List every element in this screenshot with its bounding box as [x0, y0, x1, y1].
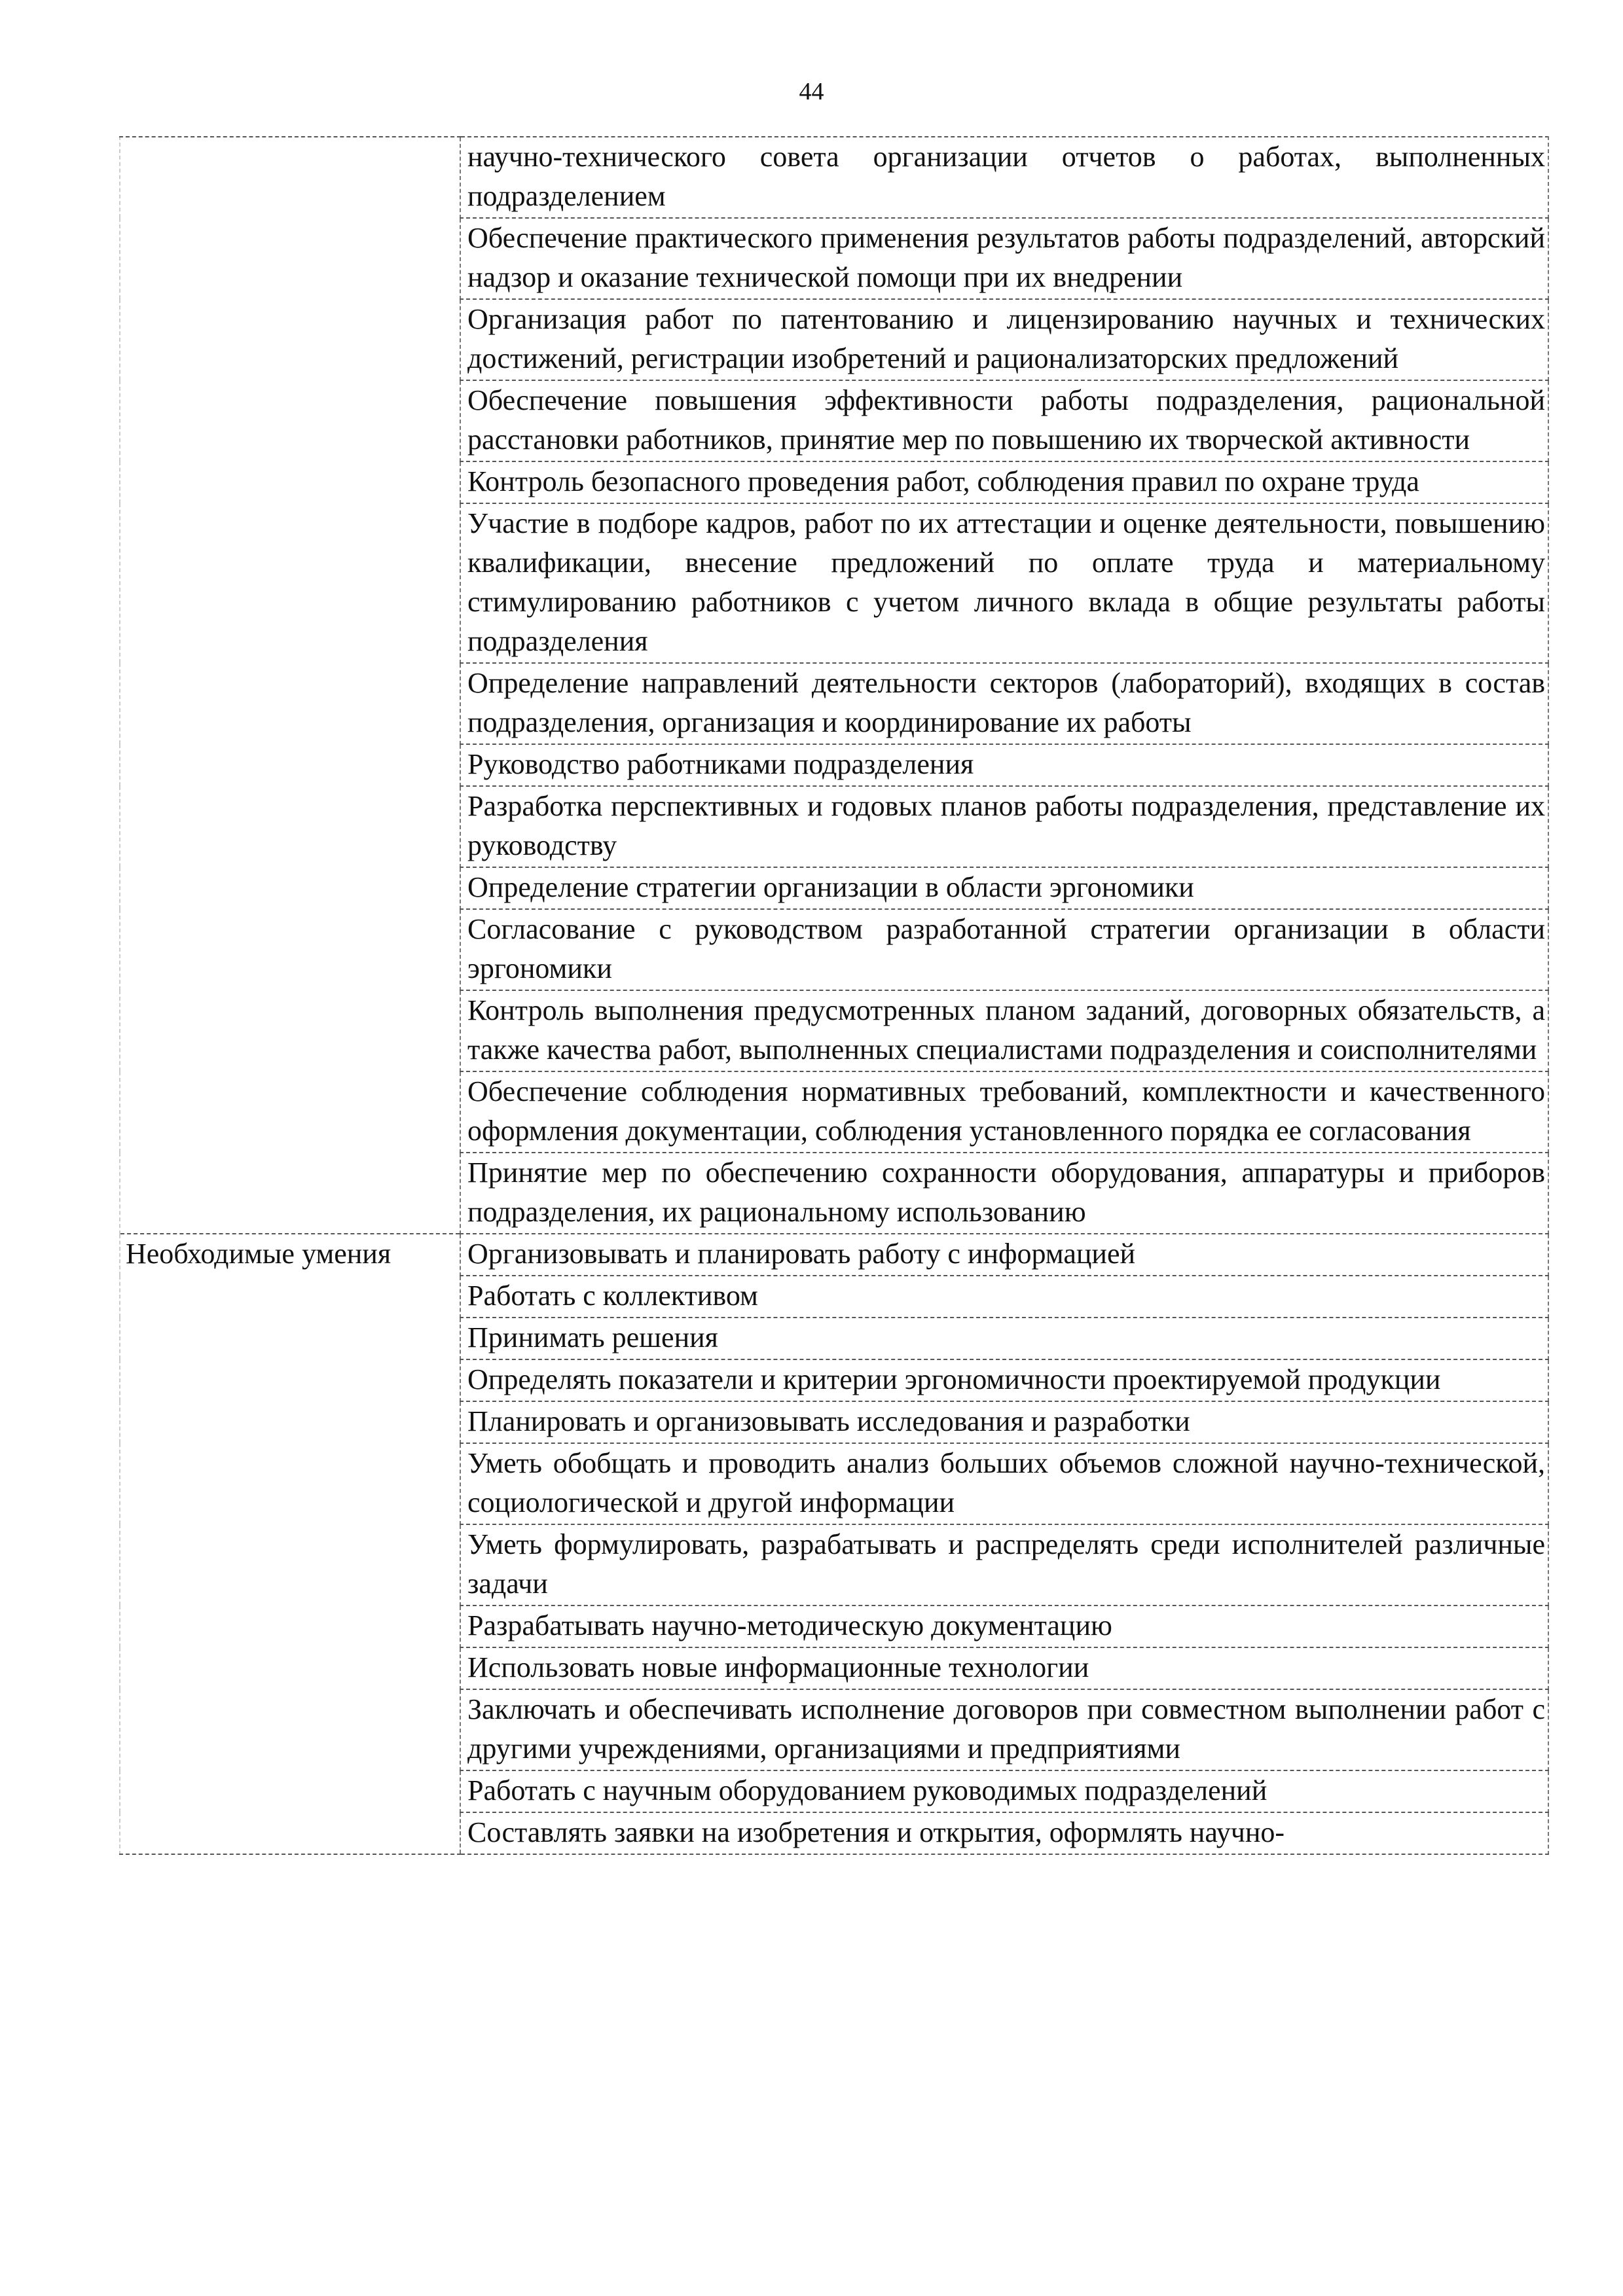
- table-cell-text: Заключать и обеспечивать исполнение договоров при совместном выполнении работ с другими учреждениями, организациями и предприятиями: [460, 1689, 1548, 1770]
- table-cell-text: Обеспечение соблюдения нормативных требований, комплектности и качественного оформления документации, соблюдения установленного порядка ее согласования: [460, 1071, 1548, 1153]
- table-cell-text: Работать с коллективом: [460, 1276, 1548, 1318]
- table-cell-text: Принятие мер по обеспечению сохранности оборудования, аппаратуры и приборов подразделения, их рациональному использованию: [460, 1153, 1548, 1234]
- table-cell-text: Руководство работниками подразделения: [460, 744, 1548, 786]
- section-label-empty: [120, 137, 460, 1234]
- table-cell-text: Контроль безопасного проведения работ, соблюдения правил по охране труда: [460, 461, 1548, 503]
- table-cell-text: Составлять заявки на изобретения и открытия, оформлять научно-: [460, 1812, 1548, 1854]
- table-cell-text: Участие в подборе кадров, работ по их аттестации и оценке деятельности, повышению квалификации, внесение предложений по оплате труда и материальному стимулированию работников с учетом личного вклада в общие результаты работы подразделения: [460, 503, 1548, 663]
- table-cell-text: Уметь формулировать, разрабатывать и распределять среди исполнителей различные задачи: [460, 1524, 1548, 1605]
- table-cell-text: Определение направлений деятельности секторов (лабораторий), входящих в состав подразделения, организация и координирование их работы: [460, 663, 1548, 744]
- table-cell-text: Согласование с руководством разработанной стратегии организации в области эргономики: [460, 909, 1548, 990]
- requirements-table: [119, 136, 1549, 1855]
- table-cell-text: Использовать новые информационные технологии: [460, 1647, 1548, 1689]
- table-cell-text: Организация работ по патентованию и лицензированию научных и технических достижений, регистрации изобретений и рационализаторских предложений: [460, 299, 1548, 380]
- table-row: [120, 1234, 1548, 1276]
- table-cell-text: Разрабатывать научно-методическую документацию: [460, 1605, 1548, 1647]
- table-cell-text: Обеспечение практического применения результатов работы подразделений, авторский надзор и оказание технической помощи при их внедрении: [460, 218, 1548, 299]
- table-cell-text: Разработка перспективных и годовых планов работы подразделения, представление их руководству: [460, 786, 1548, 867]
- table-cell-text: Определять показатели и критерии эргономичности проектируемой продукции: [460, 1359, 1548, 1401]
- table-cell-text: Определение стратегии организации в области эргономики: [460, 867, 1548, 909]
- table-body: [120, 137, 1548, 1854]
- table-cell-text: Планировать и организовывать исследования и разработки: [460, 1401, 1548, 1443]
- table-cell-text: Контроль выполнения предусмотренных планом заданий, договорных обязательств, а также качества работ, выполненных специалистами подразделения и соисполнителями: [460, 990, 1548, 1071]
- table-cell-text: Уметь обобщать и проводить анализ больших объемов сложной научно-технической, социологической и другой информации: [460, 1443, 1548, 1524]
- table-cell-text: Обеспечение повышения эффективности работы подразделения, рациональной расстановки работников, принятие мер по повышению их творческой активности: [460, 380, 1548, 461]
- table-cell-text: Принимать решения: [460, 1318, 1548, 1359]
- page-number: 44: [799, 78, 824, 105]
- table-cell-text: Работать с научным оборудованием руководимых подразделений: [460, 1770, 1548, 1812]
- table-row: [120, 137, 1548, 218]
- section-label: Необходимые умения: [120, 1234, 460, 1854]
- table-cell-text: Организовывать и планировать работу с информацией: [460, 1234, 1548, 1276]
- table-cell-text: научно-технического совета организации отчетов о работах, выполненных подразделением: [460, 137, 1548, 218]
